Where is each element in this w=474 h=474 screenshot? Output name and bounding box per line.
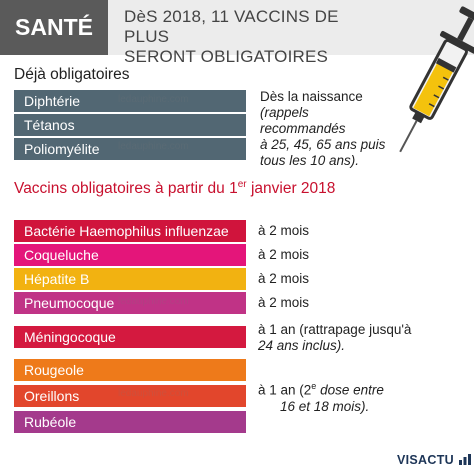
headline-line-2: SERONT OBLIGATOIRES (124, 47, 329, 66)
watermark: ledauphine.com (118, 141, 189, 152)
mmr-note-sup: e (311, 381, 317, 391)
vaccine-bar-haemophilus: Bactérie Haemophilus influenzae (14, 220, 246, 242)
vaccine-bar-tetanus: Tétanos (14, 114, 246, 136)
vaccine-bar-hepatitis-b: Hépatite B (14, 268, 246, 290)
group-note-mmr (258, 378, 448, 415)
mmr-note-prefix: à 1 an (2 (258, 382, 312, 398)
vaccine-bar-rubella: Rubéole (14, 411, 246, 433)
headline (124, 7, 384, 67)
row-note-pneumococcus: à 2 mois (258, 295, 310, 310)
vaccine-bar-pneumococcus: Pneumocoque (14, 292, 246, 314)
note-line-3: à 25, 45, 65 ans puis (260, 137, 386, 152)
row-note-haemophilus: à 2 mois (258, 223, 310, 238)
vaccine-bar-mumps: Oreillons (14, 385, 246, 407)
title-suffix: janvier 2018 (246, 180, 336, 198)
title-sup: er (237, 179, 247, 190)
already-mandatory-title: Déjà obligatoires (14, 66, 130, 83)
vaccine-bar-meningococcus: Méningocoque (14, 326, 246, 348)
meningo-note-line-2: 24 ans inclus). (258, 338, 346, 353)
mmr-note-suffix: dose entre (316, 382, 384, 398)
already-mandatory-note (260, 89, 388, 169)
note-line-4: tous les 10 ans). (260, 153, 360, 168)
watermark: ledauphine.com (118, 296, 189, 307)
vaccine-bar-pertussis: Coqueluche (14, 244, 246, 266)
vaccine-bar-diphtheria: Diphtérie (14, 90, 246, 112)
chart-icon (458, 452, 472, 466)
headline-line-1: DèS 2018, 11 VACCINS DE PLUS (124, 7, 339, 46)
section-label: SANTÉ (0, 0, 108, 55)
row-note-hepatitis-b: à 2 mois (258, 271, 310, 286)
title-prefix: Vaccins obligatoires à partir du 1 (14, 180, 238, 198)
vaccine-bar-polio: Poliomyélite (14, 138, 246, 160)
syringe-icon (385, 2, 474, 160)
row-note-pertussis: à 2 mois (258, 247, 310, 262)
row-note-meningococcus (258, 322, 448, 354)
meningo-note-line-1: à 1 an (rattrapage jusqu'à (258, 322, 412, 337)
mmr-note-line-2: 16 et 18 mois). (280, 398, 370, 414)
visactu-logo (397, 452, 472, 467)
mmr-note-line-1 (258, 378, 448, 399)
note-line-1: Dès la naissance (260, 89, 363, 104)
watermark: ledauphine.com (118, 388, 189, 399)
note-line-2: (rappels recommandés (260, 105, 346, 136)
vaccine-bar-measles: Rougeole (14, 359, 246, 381)
watermark: ledauphine.com (118, 94, 189, 105)
logo-text: VISACTU (397, 453, 454, 467)
new-mandatory-title (14, 179, 335, 198)
